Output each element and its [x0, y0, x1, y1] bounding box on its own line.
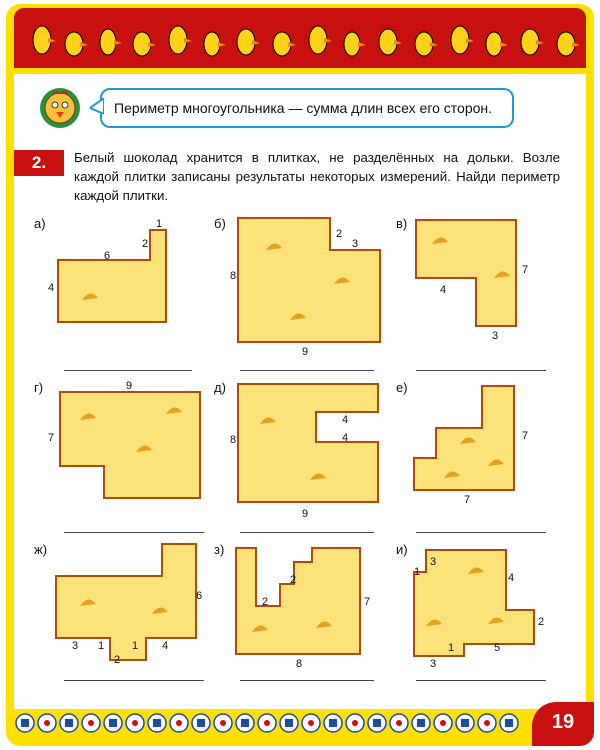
figure-label-a: а)	[34, 216, 46, 231]
dim-a-4: 4	[48, 282, 55, 294]
task-number: 2.	[14, 150, 64, 176]
answer-line-f[interactable]	[416, 532, 546, 533]
dim-g-4: 1	[132, 640, 139, 652]
dim-i-1: 1	[414, 566, 421, 578]
dim-c-1: 7	[522, 264, 529, 276]
speech-tail-icon	[90, 98, 104, 114]
figure-label-g: ж)	[34, 542, 48, 557]
dim-d-1: 9	[126, 380, 133, 392]
dim-e-4: 9	[302, 508, 309, 520]
dim-b-1: 2	[336, 228, 343, 240]
bottom-pattern-decoration	[14, 712, 534, 734]
answer-line-b[interactable]	[240, 370, 374, 371]
dim-d-2: 7	[48, 432, 55, 444]
figure-label-b: б)	[214, 216, 226, 231]
dim-i-7: 3	[430, 658, 437, 670]
dim-i-2: 3	[430, 556, 437, 568]
answer-line-e[interactable]	[240, 532, 374, 533]
dim-h-1: 2	[262, 596, 269, 608]
figure-label-h: з)	[214, 542, 225, 557]
dim-g-2: 3	[72, 640, 79, 652]
chocolate-bar-a	[54, 226, 174, 326]
chocolate-bar-i	[410, 546, 536, 660]
dim-b-3: 8	[230, 270, 237, 282]
dim-e-3: 4	[342, 432, 349, 444]
dim-f-1: 7	[522, 430, 529, 442]
dim-a-2: 2	[142, 238, 149, 250]
dim-c-2: 4	[440, 284, 447, 296]
chocolate-bar-f	[410, 382, 522, 494]
dim-i-6: 5	[494, 642, 501, 654]
dim-b-2: 3	[352, 238, 359, 250]
chocolate-bar-e	[234, 380, 382, 506]
rule-text: Периметр многоугольника — сумма длин всех его сторон.	[114, 100, 493, 116]
dim-h-3: 7	[364, 596, 371, 608]
dim-g-1: 6	[196, 590, 203, 602]
rule-callout	[100, 88, 514, 128]
answer-line-c[interactable]	[416, 370, 546, 371]
dim-a-1: 1	[156, 218, 163, 230]
decorative-header-band	[14, 8, 586, 68]
dim-h-4: 8	[296, 658, 303, 670]
dim-g-6: 2	[114, 654, 121, 666]
chocolate-bar-b	[234, 214, 384, 346]
dim-i-5: 1	[448, 642, 455, 654]
dim-a-3: 6	[104, 250, 111, 262]
chicken-mascot-icon	[38, 86, 82, 130]
chocolate-bar-d	[56, 388, 206, 502]
task-text: Белый шоколад хранится в плитках, не разделённых на дольки. Возле каждой плитки записаны результаты некоторых измерений. Найди периметр каждой плитки.	[74, 150, 560, 203]
dim-g-3: 1	[98, 640, 105, 652]
figure-label-i: и)	[396, 542, 408, 557]
dim-b-4: 9	[302, 346, 309, 358]
dim-i-4: 2	[538, 616, 545, 628]
dim-g-5: 4	[162, 640, 169, 652]
chocolate-bar-h	[232, 544, 364, 658]
dim-f-2: 7	[464, 494, 471, 506]
answer-line-i[interactable]	[416, 680, 546, 681]
dim-c-3: 3	[492, 330, 499, 342]
figure-label-e: д)	[214, 380, 226, 395]
chocolate-bar-c	[412, 216, 522, 330]
dim-e-2: 8	[230, 434, 237, 446]
answer-line-g[interactable]	[64, 680, 204, 681]
dim-i-3: 4	[508, 572, 515, 584]
page-number: 19	[532, 702, 594, 746]
figure-label-c: в)	[396, 216, 408, 231]
answer-line-h[interactable]	[240, 680, 374, 681]
figure-label-f: е)	[396, 380, 408, 395]
dim-h-2: 2	[290, 574, 297, 586]
dim-e-1: 4	[342, 414, 349, 426]
chick-characters-decoration	[14, 8, 586, 68]
answer-line-d[interactable]	[64, 532, 204, 533]
figure-label-d: г)	[34, 380, 44, 395]
answer-line-a[interactable]	[64, 370, 192, 371]
